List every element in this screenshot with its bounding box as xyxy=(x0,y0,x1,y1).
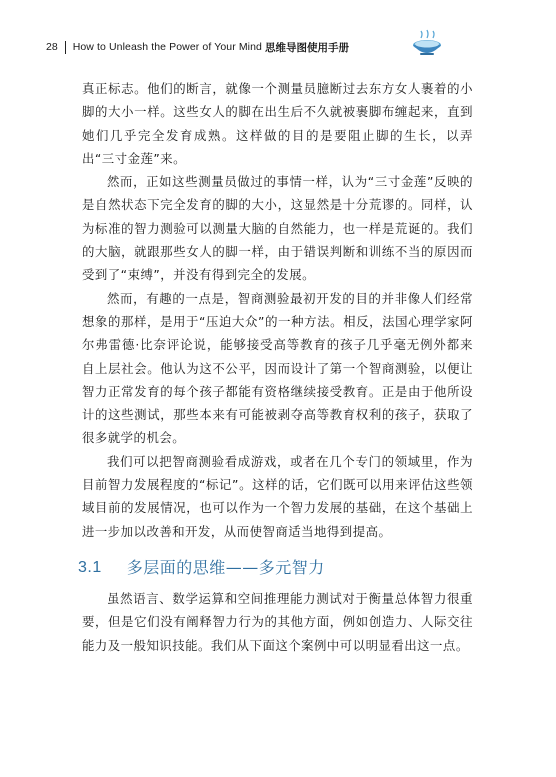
paragraph-3: 然而，有趣的一点是，智商测验最初开发的目的并非像人们经常想象的那样，是用于“压迫大众”的一种方法。相反，法国心理学家阿尔弗雷德·比奈评论说，能够接受高等教育的孩子几乎毫无例外都来自上层社会。他认为这不公平，因而设计了第一个智商测验，以便让智力正常发育的每个孩子都能有资格继续接受教育。正是由于他所设计的这些测试，那些本来有可能被剥夺高等教育权利的孩子，获取了很多就学的机会。 xyxy=(82,290,473,446)
running-header xyxy=(46,38,446,56)
section-heading xyxy=(78,555,473,581)
header-divider xyxy=(65,41,66,54)
bowl-logo-icon xyxy=(410,28,444,58)
page-number: 28 xyxy=(46,41,58,53)
book-title-english: How to Unleash the Power of Your Mind xyxy=(72,41,262,53)
book-title-chinese: 思维导图使用手册 xyxy=(265,41,349,54)
paragraph-4: 我们可以把智商测验看成游戏，或者在几个专门的领域里，作为目前智力发展程度的“标记”。这样的话，它们既可以用来评估这些领域目前的发展情况，也可以作为一个智力发展的基础，在这个基础上进一步加以改善和开发，从而使智商适当地得到提高。 xyxy=(82,453,473,539)
paragraph-2: 然而，正如这些测量员做过的事情一样，认为“三寸金莲”反映的是自然状态下完全发育的脚的大小，这显然是十分荒谬的。同样，认为标准的智力测验可以测量大脑的自然能力，也一样是荒诞的。我们的大脑，就跟那些女人的脚一样，由于错误判断和训练不当的原因而受到了“束缚”，并没有得到完全的发展。 xyxy=(82,174,473,283)
section-number: 3.1 xyxy=(78,559,102,577)
section-paragraph: 虽然语言、数学运算和空间推理能力测试对于衡量总体智力很重要，但是它们没有阐释智力行为的其他方面，例如创造力、人际交往能力及一般知识技能。我们从下面这个案例中可以明显看出这一点。 xyxy=(82,590,473,653)
page-body xyxy=(78,77,473,657)
paragraph-1: 真正标志。他们的断言，就像一个测量员臆断过去东方女人裹着的小脚的大小一样。这些女人的脚在出生后不久就被裹脚布缠起来，直到她们几乎完全发育成熟。这样做的目的是要阻止脚的生长，以弄出“三寸金莲”来。 xyxy=(82,81,473,166)
section-title: 多层面的思维——多元智力 xyxy=(126,558,325,578)
